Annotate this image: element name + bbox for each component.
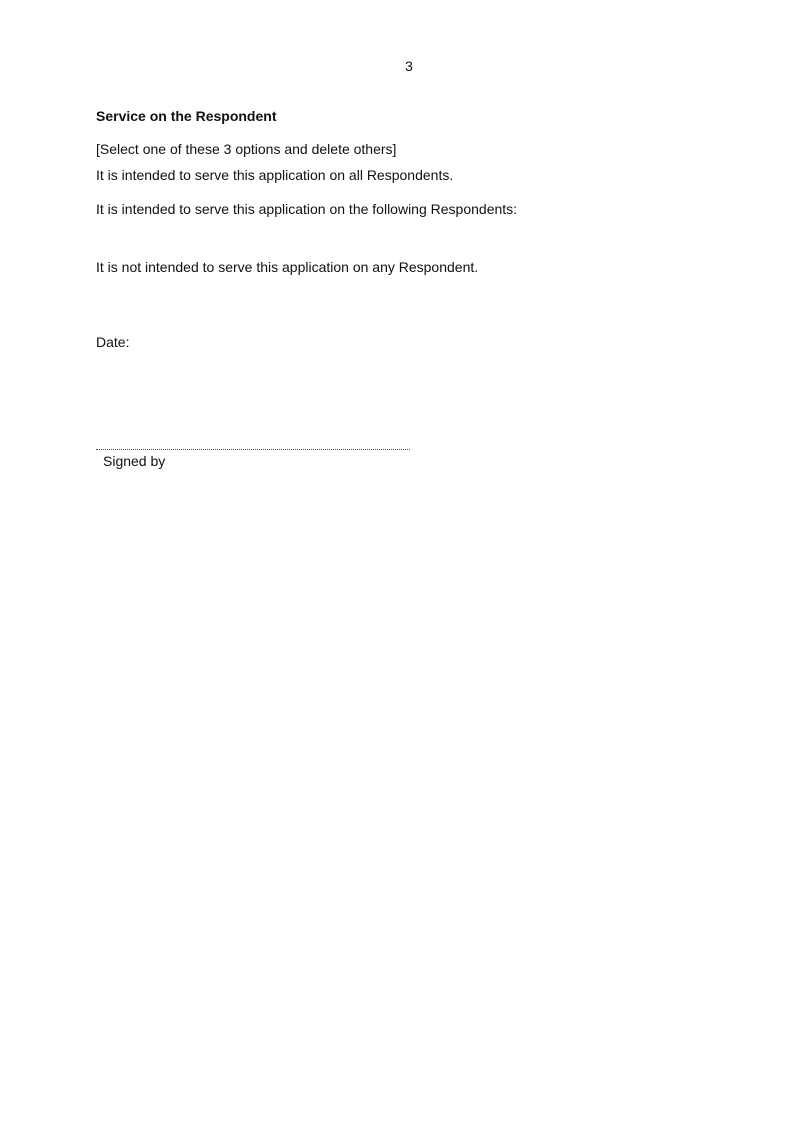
option-serve-following: It is intended to serve this application on the following Respondents:: [96, 201, 518, 217]
signed-by-label: Signed by: [103, 453, 166, 469]
section-heading: Service on the Respondent: [96, 108, 277, 124]
signature-line: [96, 449, 410, 450]
page-number: 3: [405, 58, 413, 74]
option-serve-all: It is intended to serve this application on all Respondents.: [96, 167, 454, 183]
date-label: Date:: [96, 334, 130, 350]
option-serve-none: It is not intended to serve this application on any Respondent.: [96, 259, 479, 275]
instruction-text: [Select one of these 3 options and delete others]: [96, 141, 397, 157]
